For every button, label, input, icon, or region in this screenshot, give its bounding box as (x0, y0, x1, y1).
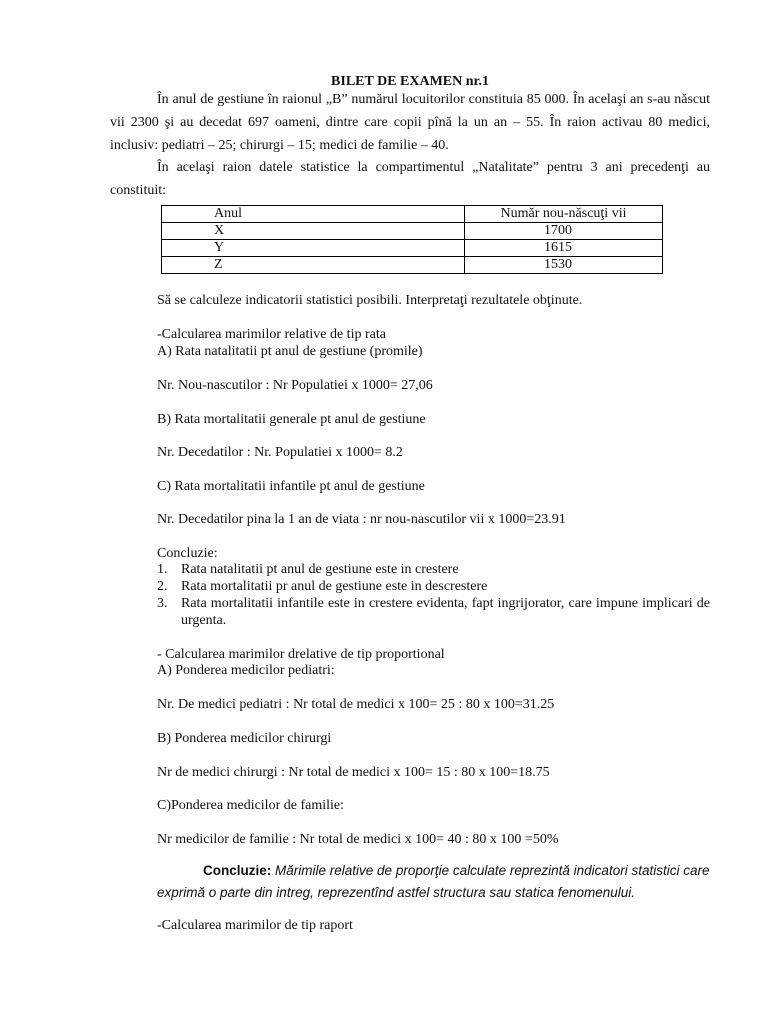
prop-c-formula: Nr medicilor de familie : Nr total de medici x 100= 40 : 80 x 100 =50% (157, 832, 559, 847)
table-cell-year: X (162, 223, 465, 240)
prop-b-formula: Nr de medici chirurgi : Nr total de medici x 100= 15 : 80 x 100=18.75 (157, 765, 550, 780)
rate-c-label: C) Rata mortalitatii infantile pt anul de gestiune (157, 479, 425, 494)
table-row (162, 223, 663, 240)
table-header-births: Număr nou-născuţi vii (465, 206, 663, 223)
rate-b-label: B) Rata mortalitatii generale pt anul de gestiune (157, 412, 426, 427)
list-item-number: 3. (157, 596, 168, 611)
list-item-number: 1. (157, 562, 168, 577)
intro-paragraph-1: În anul de gestiune în raionul „B” numărul locuitorilor constituia 85 000. În acelaşi an s-au născut vii 2300 şi au decedat 697 oameni, dintre care copii pînă la un an – 55. În raion activau 80 medici, inclusiv: pediatri – 25; chirurgi – 15; medici de familie – 40. (110, 92, 710, 153)
task-statement: Să se calculeze indicatorii statistici posibili. Interpretaţi rezultatele obţinute. (157, 293, 583, 308)
table-header-year: Anul (162, 206, 465, 223)
conclusion-2 (157, 860, 717, 904)
prop-a-formula: Nr. De medici pediatri : Nr total de medici x 100= 25 : 80 x 100=31.25 (157, 697, 555, 712)
page-title: BILET DE EXAMEN nr.1 (331, 74, 489, 89)
list-item-text: Rata mortalitatii pr anul de gestiune este in descrestere (181, 579, 488, 594)
rate-a-label: A) Rata natalitatii pt anul de gestiune (promile) (157, 344, 423, 359)
prop-b-label: B) Ponderea medicilor chirurgi (157, 731, 332, 746)
conclusion-2-text: Mărimile relative de proporţie calculate reprezintă indicatori statistici care exprimă o parte din intreg, reprezentînd astfel structura sau statica fenomenului. (157, 863, 710, 900)
proportion-section-heading: - Calcularea marimilor drelative de tip proportional (157, 647, 445, 662)
rate-c-formula: Nr. Decedatilor pina la 1 an de viata : nr nou-nascutilor vii x 1000=23.91 (157, 512, 566, 527)
table-cell-value: 1615 (465, 240, 663, 257)
table-cell-value: 1530 (465, 257, 663, 274)
prop-a-label: A) Ponderea medicilor pediatri: (157, 663, 335, 678)
conclusion-heading: Concluzie: (157, 546, 218, 561)
table-cell-year: Y (162, 240, 465, 257)
list-item-text: Rata mortalitatii infantile este in crestere evidenta, fapt ingrijorator, care impune implicari de urgenta. (181, 596, 710, 628)
prop-c-label: C)Ponderea medicilor de familie: (157, 798, 344, 813)
rate-b-formula: Nr. Decedatilor : Nr. Populatiei x 1000= 8.2 (157, 445, 403, 460)
table-row (162, 240, 663, 257)
rate-section-heading: -Calcularea marimilor relative de tip rata (157, 327, 386, 342)
rate-a-formula: Nr. Nou-nascutilor : Nr Populatiei x 1000= 27,06 (157, 378, 433, 393)
conclusion-list (157, 561, 710, 629)
conclusion-2-label: Concluzie: (203, 863, 272, 878)
list-item-number: 2. (157, 579, 168, 594)
list-item-text: Rata natalitatii pt anul de gestiune este in crestere (181, 562, 459, 577)
table-cell-value: 1700 (465, 223, 663, 240)
natality-table (161, 205, 663, 274)
table-row (162, 257, 663, 274)
list-item (157, 561, 710, 578)
table-cell-year: Z (162, 257, 465, 274)
list-item (157, 595, 710, 629)
list-item (157, 578, 710, 595)
raport-section-heading: -Calcularea marimilor de tip raport (157, 918, 353, 933)
table-header-row (162, 206, 663, 223)
intro-paragraph-2: În acelaşi raion datele statistice la compartimentul „Natalitate” pentru 3 ani precedenţi au constituit: (110, 160, 710, 198)
